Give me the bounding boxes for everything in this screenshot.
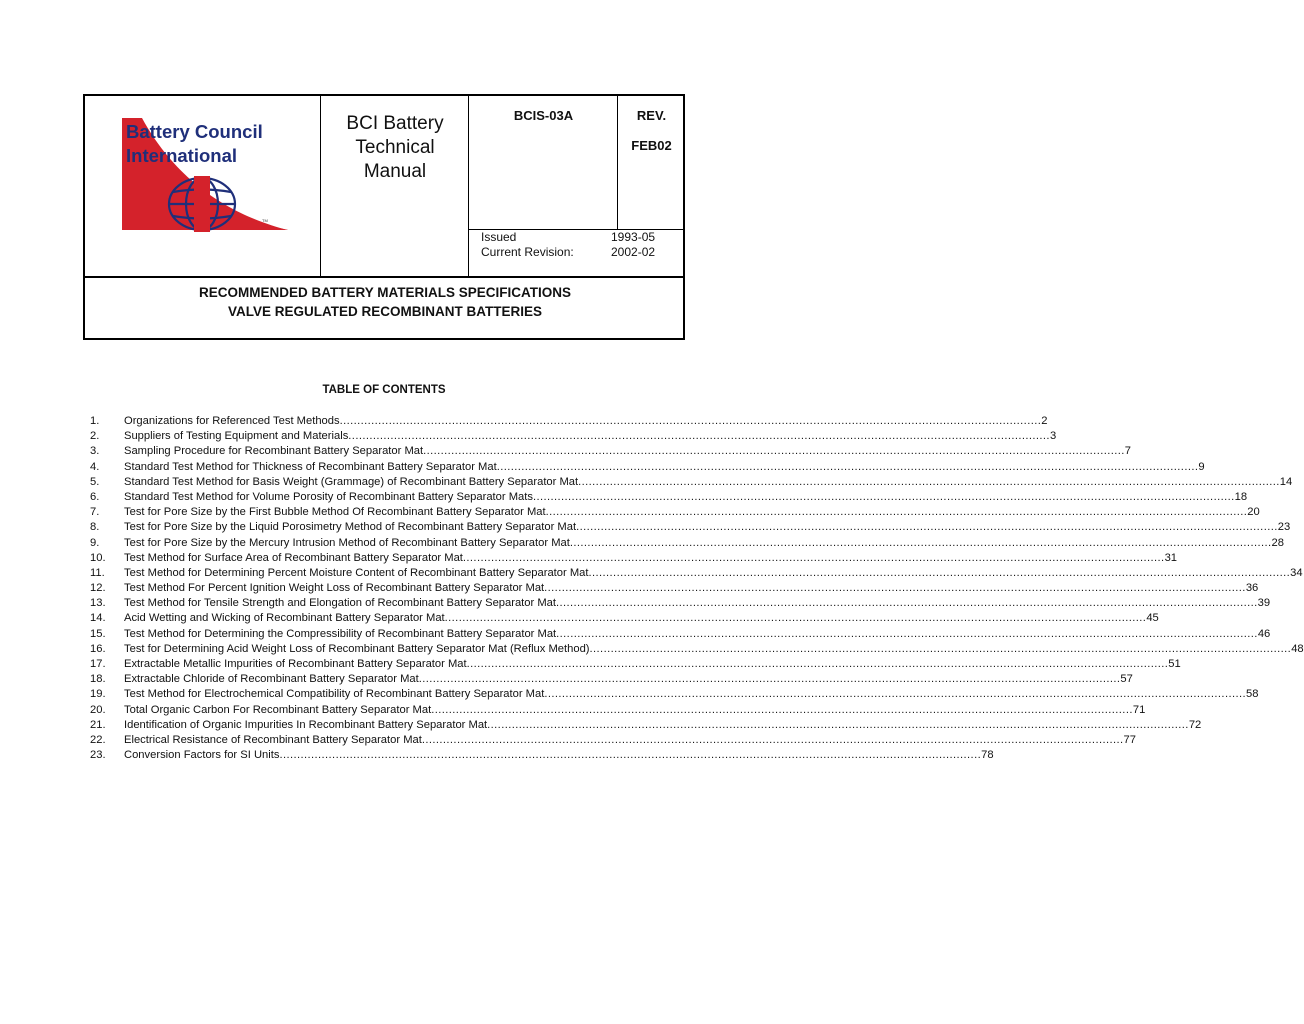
toc-dot-leader: ........................................................................................................................................................................................................ (487, 718, 1189, 731)
toc-item-title: Standard Test Method for Volume Porosity of Recombinant Battery Separator Mats (124, 490, 533, 503)
issued-value: 1993-05 (611, 230, 656, 244)
logo-line1: Battery Council (126, 121, 263, 142)
toc-item[interactable] (90, 505, 1260, 520)
toc-item-number: 4. (90, 460, 100, 473)
subject-line: VALVE REGULATED RECOMBINANT BATTERIES (227, 304, 542, 319)
toc-dot-leader: ........................................................................................................................................................................................................ (496, 460, 1199, 473)
toc-item-entry (124, 672, 1133, 687)
toc-item-entry (124, 642, 1304, 657)
toc-item-number: 21. (90, 718, 106, 731)
toc-item-page: 23 (1277, 521, 1291, 534)
toc-item-number: 8. (90, 521, 100, 534)
toc-item-number: 23. (90, 749, 106, 762)
toc-item-number: 16. (90, 642, 106, 655)
logo-line2: International (126, 145, 238, 166)
toc-item-entry (124, 657, 1181, 672)
toc-item[interactable] (90, 520, 1291, 535)
toc-item-title: Test for Pore Size by the First Bubble Method Of Recombinant Battery Separator Mat (124, 506, 546, 519)
toc-item-entry (124, 444, 1131, 459)
rev-value: FEB02 (631, 138, 672, 153)
toc-item[interactable] (90, 429, 1057, 444)
toc-item-entry (124, 611, 1159, 626)
toc-dot-leader: ........................................................................................................................................................................................................ (339, 415, 1042, 427)
toc-item-entry (124, 551, 1178, 566)
toc-dot-leader: ........................................................................................................................................................................................................ (544, 582, 1246, 595)
toc-item-title: Sampling Procedure for Recombinant Battery Separator Mat (124, 445, 424, 458)
toc-item-number: 18. (90, 673, 106, 686)
toc-item-page: 34 (1290, 566, 1303, 579)
toc-item-entry (124, 718, 1202, 733)
toc-item-entry (124, 505, 1260, 520)
toc-item[interactable] (90, 566, 1303, 581)
revision-label: Current Revision: (481, 245, 574, 259)
toc-item[interactable] (90, 581, 1259, 596)
toc-dot-leader: ........................................................................................................................................................................................................ (421, 733, 1124, 746)
document-code: BCIS-03A (513, 108, 574, 123)
toc-item-title: Test for Pore Size by the Liquid Porosimetry Method of Recombinant Battery Separator Mat (124, 521, 577, 534)
toc-item[interactable] (90, 718, 1202, 733)
toc-item-page: 78 (981, 749, 994, 762)
toc-dot-leader: ........................................................................................................................................................................................................ (556, 627, 1258, 640)
toc-item-entry (124, 475, 1293, 490)
toc-item-title: Standard Test Method for Basis Weight (Grammage) of Recombinant Battery Separator Mat (124, 475, 579, 488)
toc-item-number: 17. (90, 658, 106, 670)
toc-item[interactable] (90, 414, 1048, 429)
toc-item-title: Test for Determining Acid Weight Loss of Recombinant Battery Separator Mat (Reflux Method) (124, 642, 590, 655)
toc-dot-leader: ........................................................................................................................................................................................................ (466, 658, 1169, 670)
subject-line: RECOMMENDED BATTERY MATERIALS SPECIFICATIONS (198, 285, 571, 300)
title-line: Manual (363, 161, 427, 182)
toc-item-number: 2. (90, 430, 100, 443)
toc-item-title: Suppliers of Testing Equipment and Materials (124, 430, 349, 443)
title-cell (321, 96, 469, 276)
toc-dot-leader: ........................................................................................................................................................................................................ (545, 506, 1248, 519)
toc-item-page: 36 (1245, 582, 1259, 595)
toc-item-title: Extractable Chloride of Recombinant Battery Separator Mat (124, 673, 419, 686)
toc-item-title: Test Method for Surface Area of Recombinant Battery Separator Mat (124, 551, 463, 564)
toc-item[interactable] (90, 657, 1181, 672)
toc-dot-leader: ........................................................................................................................................................................................................ (578, 475, 1280, 488)
toc-dot-leader: ........................................................................................................................................................................................................ (556, 597, 1258, 610)
toc-item[interactable] (90, 551, 1178, 566)
title-line: Technical (355, 137, 435, 158)
toc-heading: TABLE OF CONTENTS (322, 384, 446, 396)
toc-item[interactable] (90, 703, 1146, 718)
toc-dot-leader: ........................................................................................................................................................................................................ (348, 430, 1050, 443)
toc-item[interactable] (90, 672, 1133, 687)
toc-item-entry (124, 490, 1248, 505)
toc-item-number: 1. (90, 415, 100, 427)
toc-item[interactable] (90, 536, 1284, 551)
revision-value: 2002-02 (611, 245, 656, 259)
toc-item-title: Test Method for Electrochemical Compatibility of Recombinant Battery Separator Mat (124, 688, 545, 701)
bci-logo (120, 118, 320, 258)
toc-item-entry (124, 581, 1259, 596)
toc-item-entry (124, 536, 1284, 551)
toc-item[interactable] (90, 460, 1205, 475)
toc-item-page: 2 (1041, 415, 1048, 427)
toc-item-entry (124, 566, 1303, 581)
toc-item-page: 48 (1291, 642, 1304, 655)
toc-item-page: 7 (1124, 445, 1131, 458)
document-header (83, 94, 685, 340)
toc-item-page: 18 (1234, 490, 1248, 503)
toc-item-number: 22. (90, 733, 106, 746)
toc-dot-leader: ........................................................................................................................................................................................................ (576, 521, 1278, 534)
toc-item[interactable] (90, 627, 1271, 642)
toc-item-page: 46 (1257, 627, 1271, 640)
title-line: BCI Battery (346, 113, 444, 134)
toc-item[interactable] (90, 733, 1136, 748)
toc-item[interactable] (90, 687, 1259, 702)
toc-item-title: Electrical Resistance of Recombinant Battery Separator Mat (124, 733, 422, 746)
rev-label: REV. (636, 108, 667, 123)
toc-item-title: Test Method for Determining Percent Moisture Content of Recombinant Battery Separator Mat (124, 566, 589, 579)
toc-item-entry (124, 748, 994, 763)
toc-item-number: 15. (90, 627, 106, 640)
toc-dot-leader: ........................................................................................................................................................................................................ (532, 490, 1235, 503)
subject-cell (85, 276, 685, 340)
toc-item[interactable] (90, 611, 1159, 626)
toc-item-page: 57 (1120, 673, 1133, 686)
toc-item-number: 6. (90, 490, 100, 503)
toc-item-page: 51 (1168, 658, 1181, 670)
toc-item-number: 10. (90, 551, 106, 564)
toc-item-title: Test Method for Tensile Strength and Elongation of Recombinant Battery Separator Mat (124, 597, 556, 610)
toc-item-number: 13. (90, 597, 106, 610)
toc-dot-leader: ........................................................................................................................................................................................................ (418, 673, 1121, 686)
toc-item-entry (124, 414, 1048, 429)
toc-item-entry (124, 460, 1205, 475)
toc-item-page: 58 (1246, 688, 1259, 701)
toc-item-page: 28 (1271, 536, 1284, 549)
toc-dot-leader: ........................................................................................................................................................................................................ (444, 612, 1147, 625)
toc-dot-leader: ........................................................................................................................................................................................................ (462, 551, 1165, 564)
toc-item-title: Test Method for Determining the Compressibility of Recombinant Battery Separator Mat (124, 627, 557, 640)
toc-dot-leader: ........................................................................................................................................................................................................ (569, 536, 1272, 549)
toc-item[interactable] (90, 444, 1131, 459)
toc-dot-leader: ........................................................................................................................................................................................................ (431, 703, 1133, 716)
toc-item-page: 14 (1279, 475, 1293, 488)
toc-item[interactable] (90, 642, 1304, 657)
toc-item-page: 3 (1049, 430, 1057, 443)
toc-item-entry (124, 596, 1271, 611)
toc-item-title: Total Organic Carbon For Recombinant Battery Separator Mat (124, 703, 432, 716)
toc-item-number: 12. (90, 582, 106, 595)
toc-item-page: 45 (1146, 612, 1159, 625)
toc-item-page: 39 (1257, 597, 1271, 610)
toc-item-page: 71 (1132, 703, 1146, 716)
toc-item-entry (124, 703, 1146, 718)
toc-item-page: 77 (1123, 733, 1136, 746)
logo-trademark: TM (262, 218, 268, 223)
toc-item-number: 9. (90, 536, 100, 549)
toc-item-number: 3. (90, 445, 100, 458)
toc-item-entry (124, 429, 1057, 444)
toc-item-entry (124, 627, 1271, 642)
revision-cell (618, 96, 685, 230)
toc-item[interactable] (90, 475, 1293, 490)
toc-item-page: 72 (1188, 718, 1202, 731)
toc-dot-leader: ........................................................................................................................................................................................................ (588, 566, 1291, 579)
toc-item-number: 19. (90, 688, 106, 701)
toc-dot-leader: ........................................................................................................................................................................................................ (279, 749, 982, 762)
toc-item-entry (124, 520, 1291, 535)
toc-item[interactable] (90, 490, 1248, 505)
toc-item-title: Conversion Factors for SI Units (124, 749, 280, 762)
toc-item-title: Identification of Organic Impurities In Recombinant Battery Separator Mat (124, 718, 488, 731)
toc-dot-leader: ........................................................................................................................................................................................................ (544, 688, 1246, 701)
toc-item-number: 20. (90, 703, 106, 716)
toc-item-title: Acid Wetting and Wicking of Recombinant Battery Separator Mat (124, 612, 445, 625)
toc-item-title: Test for Pore Size by the Mercury Intrusion Method of Recombinant Battery Separator Mat (124, 536, 570, 549)
toc-item-number: 5. (90, 475, 100, 488)
toc-item-title: Organizations for Referenced Test Methods (124, 415, 340, 427)
toc-item-page: 20 (1247, 506, 1260, 519)
toc-item-number: 7. (90, 506, 100, 519)
code-cell (469, 96, 618, 230)
toc-item-entry (124, 733, 1136, 748)
toc-item-number: 14. (90, 612, 106, 625)
toc-item-title: Test Method For Percent Ignition Weight Loss of Recombinant Battery Separator Mat (124, 582, 545, 595)
toc-item-number: 11. (90, 566, 105, 579)
toc-item-page: 9 (1198, 460, 1205, 473)
issue-cell (469, 230, 685, 276)
document-title (321, 112, 469, 184)
toc-item-page: 31 (1164, 551, 1178, 564)
table-of-contents (90, 414, 1304, 763)
toc-dot-leader: ........................................................................................................................................................................................................ (589, 642, 1292, 655)
toc-item-title: Extractable Metallic Impurities of Recombinant Battery Separator Mat (124, 658, 467, 670)
toc-item-entry (124, 687, 1259, 702)
toc-item[interactable] (90, 596, 1271, 611)
toc-dot-leader: ........................................................................................................................................................................................................ (423, 445, 1125, 458)
issued-label: Issued (481, 230, 517, 244)
logo-cell (85, 96, 321, 276)
toc-item[interactable] (90, 748, 994, 763)
toc-item-title: Standard Test Method for Thickness of Recombinant Battery Separator Mat (124, 460, 497, 473)
